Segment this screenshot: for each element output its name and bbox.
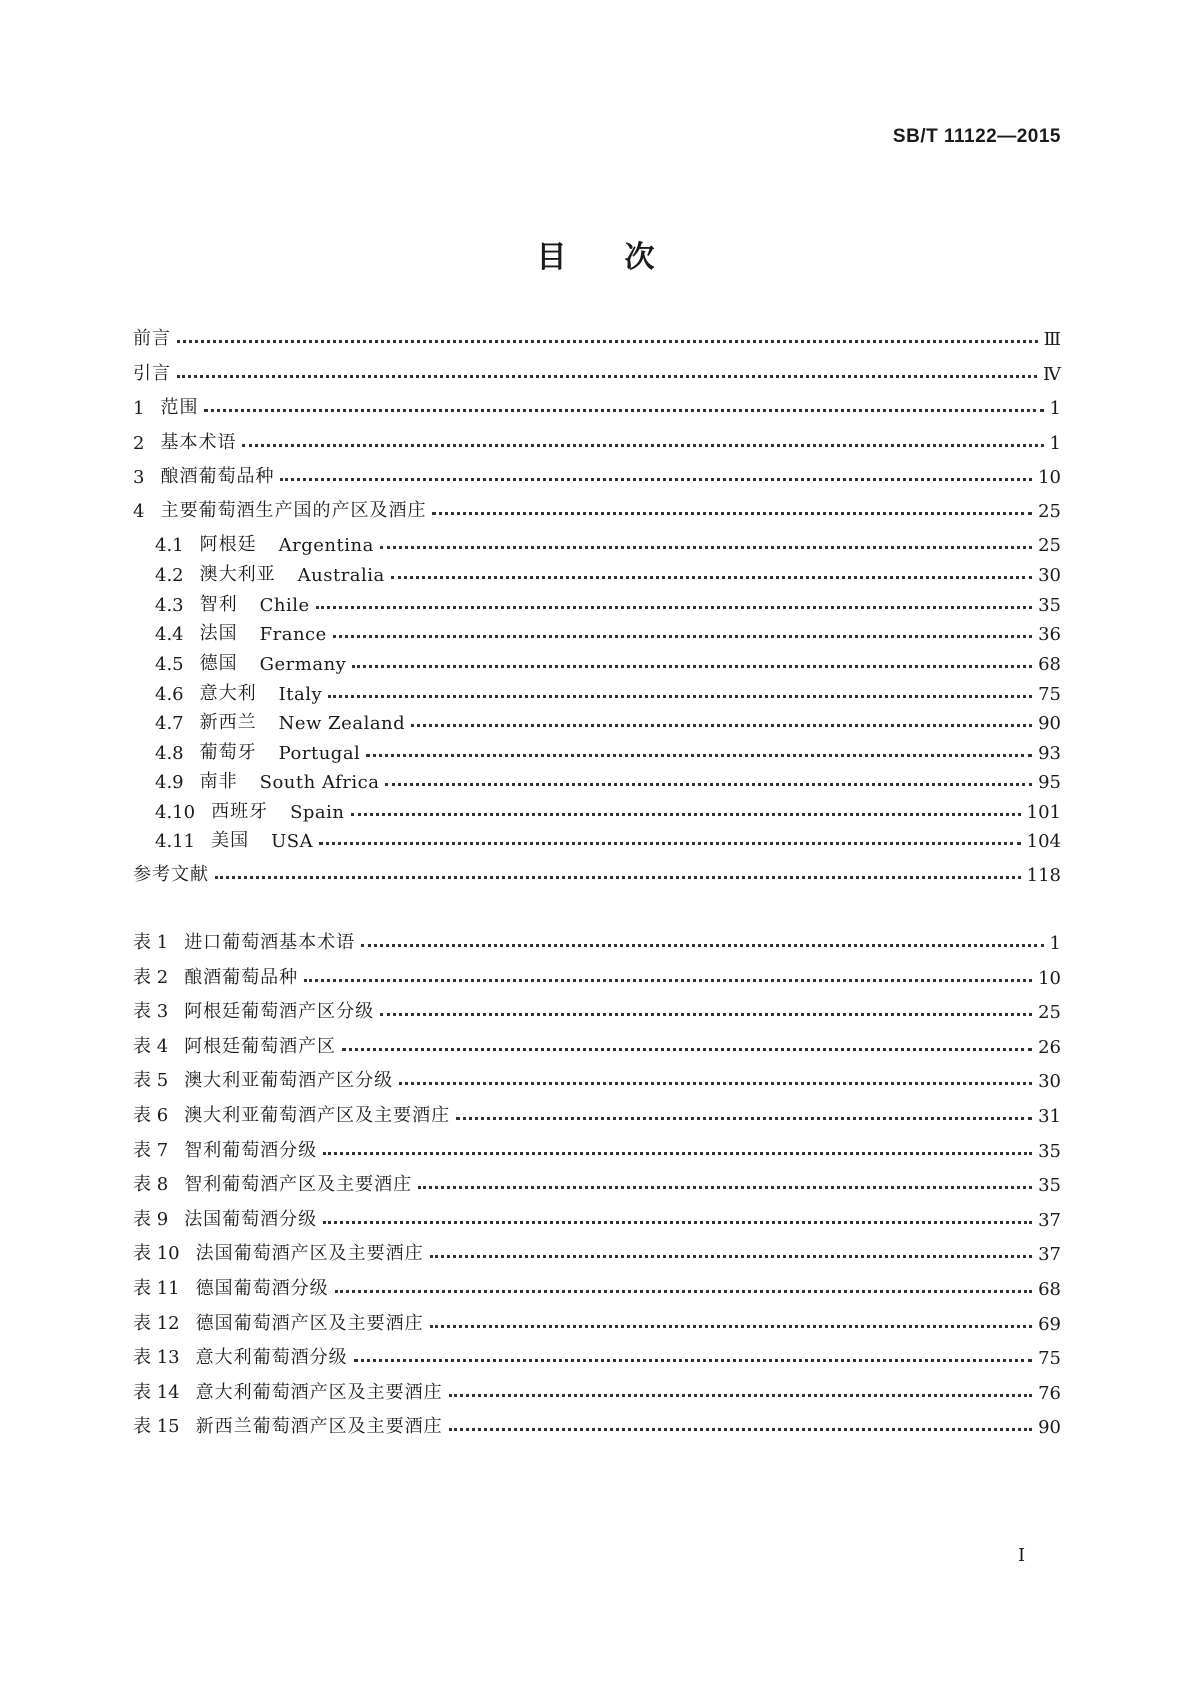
dot-leader [323,1152,1032,1155]
dot-leader [328,695,1032,698]
dot-leader [456,1117,1032,1120]
toc-entry-title: 意大利 [199,683,257,704]
table-number: 表 9 [133,1208,169,1230]
table-number: 表 14 [133,1381,180,1403]
table-title: 智利葡萄酒分级 [184,1139,318,1161]
toc-entry-title: 参考文献 [133,864,209,885]
page-folio: I [1018,1545,1026,1566]
toc-entry-title: 德国 [199,653,238,674]
toc-entry-number: 4.1 [155,535,184,556]
toc-entry[interactable] [133,322,1061,350]
table-list-entry[interactable] [133,1134,1061,1162]
dot-leader [399,1082,1032,1085]
table-number: 表 7 [133,1139,169,1161]
toc-entry-title: 法国 [199,623,238,644]
table-list-entry[interactable] [133,1237,1061,1265]
table-list-entry[interactable] [133,1341,1061,1369]
table-page: 37 [1038,1209,1061,1231]
table-list-entry[interactable] [133,1307,1061,1335]
toc-entry-title: 西班牙 [211,801,269,822]
toc-entry[interactable] [133,494,1061,522]
table-list-entry[interactable] [133,1410,1061,1438]
dot-leader [411,724,1032,727]
toc-entry-page: 25 [1038,535,1061,556]
table-page: 69 [1038,1313,1061,1335]
toc-entry-english-title: Chile [259,595,310,616]
table-page: 37 [1038,1244,1061,1266]
toc-entry-page: 1 [1049,433,1061,454]
toc-entry-page: 93 [1038,743,1061,764]
table-title: 澳大利亚葡萄酒产区分级 [184,1070,394,1092]
table-page: 25 [1038,1002,1061,1024]
dot-leader [351,813,1021,816]
dot-leader [335,1290,1032,1293]
toc-entry-page: 36 [1038,624,1061,645]
table-page: 75 [1038,1348,1061,1370]
table-number: 表 1 [133,932,169,953]
toc-entry[interactable] [133,391,1061,419]
toc-entry-page: 95 [1038,772,1061,793]
toc-entry-number: 4.2 [155,565,184,586]
toc-entry-number: 4.5 [155,654,184,675]
standard-code: SB/T 11122—2015 [892,126,1061,147]
toc-entry-title: 前言 [133,328,171,349]
dot-leader [215,876,1021,879]
toc-entry-title: 引言 [133,363,171,384]
dot-leader [280,478,1032,481]
table-list-entry[interactable] [133,926,1061,954]
toc-entry-title: 智利 [199,594,238,615]
toc-entry-english-title: Germany [259,654,347,675]
toc-entry-title: 新西兰 [199,712,257,733]
toc-entry-page: 1 [1049,398,1061,419]
toc-entry[interactable] [155,617,1061,645]
toc-entry-english-title: South Africa [259,772,380,793]
toc-entry-page: 75 [1038,684,1061,705]
table-page: 68 [1038,1279,1061,1300]
table-number: 表 15 [133,1416,180,1438]
table-list-entry[interactable] [133,1168,1061,1196]
dot-leader [361,944,1043,947]
toc-entry[interactable] [133,357,1061,385]
table-page: 1 [1049,933,1061,954]
table-title: 新西兰葡萄酒产区及主要酒庄 [195,1416,443,1438]
toc-entry-number: 2 [133,433,145,454]
toc-entry[interactable] [155,736,1061,764]
toc-entry-title: 南非 [199,771,238,792]
toc-entry-number: 4.10 [155,802,196,823]
dot-leader [430,1255,1032,1258]
toc-entry-page: 10 [1038,467,1061,488]
table-page: 10 [1038,967,1061,989]
table-title: 法国葡萄酒产区及主要酒庄 [195,1243,424,1265]
toc-entry-page: Ⅳ [1043,364,1061,385]
dot-leader [449,1394,1032,1397]
toc-entry-number: 4.8 [155,743,184,764]
dot-leader [242,444,1043,447]
toc-entry-number: 4 [133,501,145,522]
toc-entry-page: 68 [1038,654,1061,675]
toc-entry[interactable] [155,765,1061,793]
table-title: 阿根廷葡萄酒产区分级 [184,1001,375,1023]
table-title: 智利葡萄酒产区及主要酒庄 [184,1174,413,1196]
toc-entry[interactable] [133,858,1061,886]
toc-entry-title: 酿酒葡萄品种 [160,466,275,487]
toc-entry[interactable] [133,426,1061,454]
dot-leader [418,1186,1032,1189]
toc-entry[interactable] [155,706,1061,734]
dot-leader [177,375,1037,378]
table-list-entry[interactable] [133,1030,1061,1058]
table-number: 表 3 [133,1001,169,1023]
toc-entry-number: 4.9 [155,772,184,793]
table-list-entry[interactable] [133,1376,1061,1404]
table-list-entry[interactable] [133,1203,1061,1231]
table-number: 表 2 [133,966,169,988]
dot-leader [342,1048,1032,1051]
table-number: 表 6 [133,1105,169,1126]
table-page: 30 [1038,1071,1061,1093]
dot-leader [430,1325,1032,1328]
table-page: 90 [1038,1417,1061,1439]
toc-entry[interactable] [155,647,1061,675]
toc-entry-title: 阿根廷 [199,534,257,555]
table-number: 表 13 [133,1347,180,1369]
toc-entry-english-title: France [259,624,327,645]
table-list-entry[interactable] [133,961,1061,989]
dot-leader [391,576,1032,579]
toc-entry-english-title: Portugal [278,743,361,764]
toc-entry-page: 118 [1026,865,1061,886]
toc-entry[interactable] [155,824,1061,852]
toc-entry[interactable] [155,588,1061,616]
toc-entry-number: 4.11 [155,831,196,852]
toc-entry-title: 美国 [211,830,250,851]
toc-entry-english-title: USA [271,831,314,852]
dot-leader [380,1013,1032,1016]
table-title: 法国葡萄酒分级 [184,1208,318,1230]
toc-entry-number: 1 [133,398,145,419]
dot-leader [319,842,1021,845]
toc-entry-page: 25 [1038,501,1061,522]
table-title: 德国葡萄酒产区及主要酒庄 [195,1312,424,1334]
table-number: 表 5 [133,1070,169,1092]
toc-entry[interactable] [155,795,1061,823]
dot-leader [366,754,1032,757]
table-list-entry[interactable] [133,995,1061,1023]
table-title: 进口葡萄酒基本术语 [184,932,356,953]
dot-leader [316,606,1032,609]
table-title: 阿根廷葡萄酒产区 [184,1035,337,1057]
toc-entry-page: 30 [1038,565,1061,586]
toc-entry-page: 101 [1026,802,1061,823]
toc-entry-english-title: Argentina [278,535,374,556]
table-page: 35 [1038,1140,1061,1162]
table-title: 意大利葡萄酒产区及主要酒庄 [195,1381,443,1403]
table-title: 德国葡萄酒分级 [195,1278,329,1299]
table-title: 意大利葡萄酒分级 [195,1347,348,1369]
toc-entry-page: 90 [1038,713,1061,734]
table-number: 表 11 [133,1278,180,1299]
dot-leader [333,635,1032,638]
toc-entry[interactable] [155,528,1061,556]
table-number: 表 8 [133,1174,169,1196]
toc-entry-english-title: Italy [278,684,323,705]
toc-entry-page: 35 [1038,595,1061,616]
dot-leader [449,1428,1032,1431]
toc-entry-number: 3 [133,467,145,488]
page-title: 目次 [536,240,713,275]
dot-leader [177,340,1038,343]
toc-entry[interactable] [133,460,1061,488]
toc-entry-page: Ⅲ [1043,329,1061,350]
dot-leader [380,546,1032,549]
toc-entry-number: 4.7 [155,713,184,734]
dot-leader [352,665,1032,668]
table-list-entry[interactable] [133,1099,1061,1127]
toc-entry[interactable] [155,677,1061,705]
toc-entry-title: 基本术语 [160,432,237,453]
table-number: 表 12 [133,1312,180,1334]
table-number: 表 4 [133,1035,169,1057]
toc-entry-english-title: New Zealand [278,713,406,734]
dot-leader [204,409,1043,412]
toc-entry-title: 主要葡萄酒生产国的产区及酒庄 [160,500,427,521]
table-title: 酿酒葡萄品种 [184,966,299,988]
toc-entry-number: 4.4 [155,624,184,645]
table-number: 表 10 [133,1243,180,1265]
toc-entry-english-title: Australia [297,565,385,586]
toc-entry-title: 范围 [160,397,199,418]
toc-entry-page: 104 [1026,831,1061,852]
table-list-entry[interactable] [133,1272,1061,1300]
toc-entry[interactable] [155,558,1061,586]
dot-leader [354,1359,1032,1362]
table-list-entry[interactable] [133,1064,1061,1092]
toc-entry-title: 澳大利亚 [199,564,276,585]
toc-entry-number: 4.6 [155,684,184,705]
table-page: 31 [1038,1106,1061,1127]
toc-entry-title: 葡萄牙 [199,742,257,763]
dot-leader [432,512,1032,515]
dot-leader [385,783,1032,786]
toc-entry-number: 4.3 [155,595,184,616]
table-page: 35 [1038,1175,1061,1197]
table-title: 澳大利亚葡萄酒产区及主要酒庄 [184,1105,451,1126]
table-page: 76 [1038,1382,1061,1404]
table-page: 26 [1038,1036,1061,1058]
toc-entry-english-title: Spain [290,802,345,823]
dot-leader [323,1221,1032,1224]
dot-leader [304,979,1032,982]
